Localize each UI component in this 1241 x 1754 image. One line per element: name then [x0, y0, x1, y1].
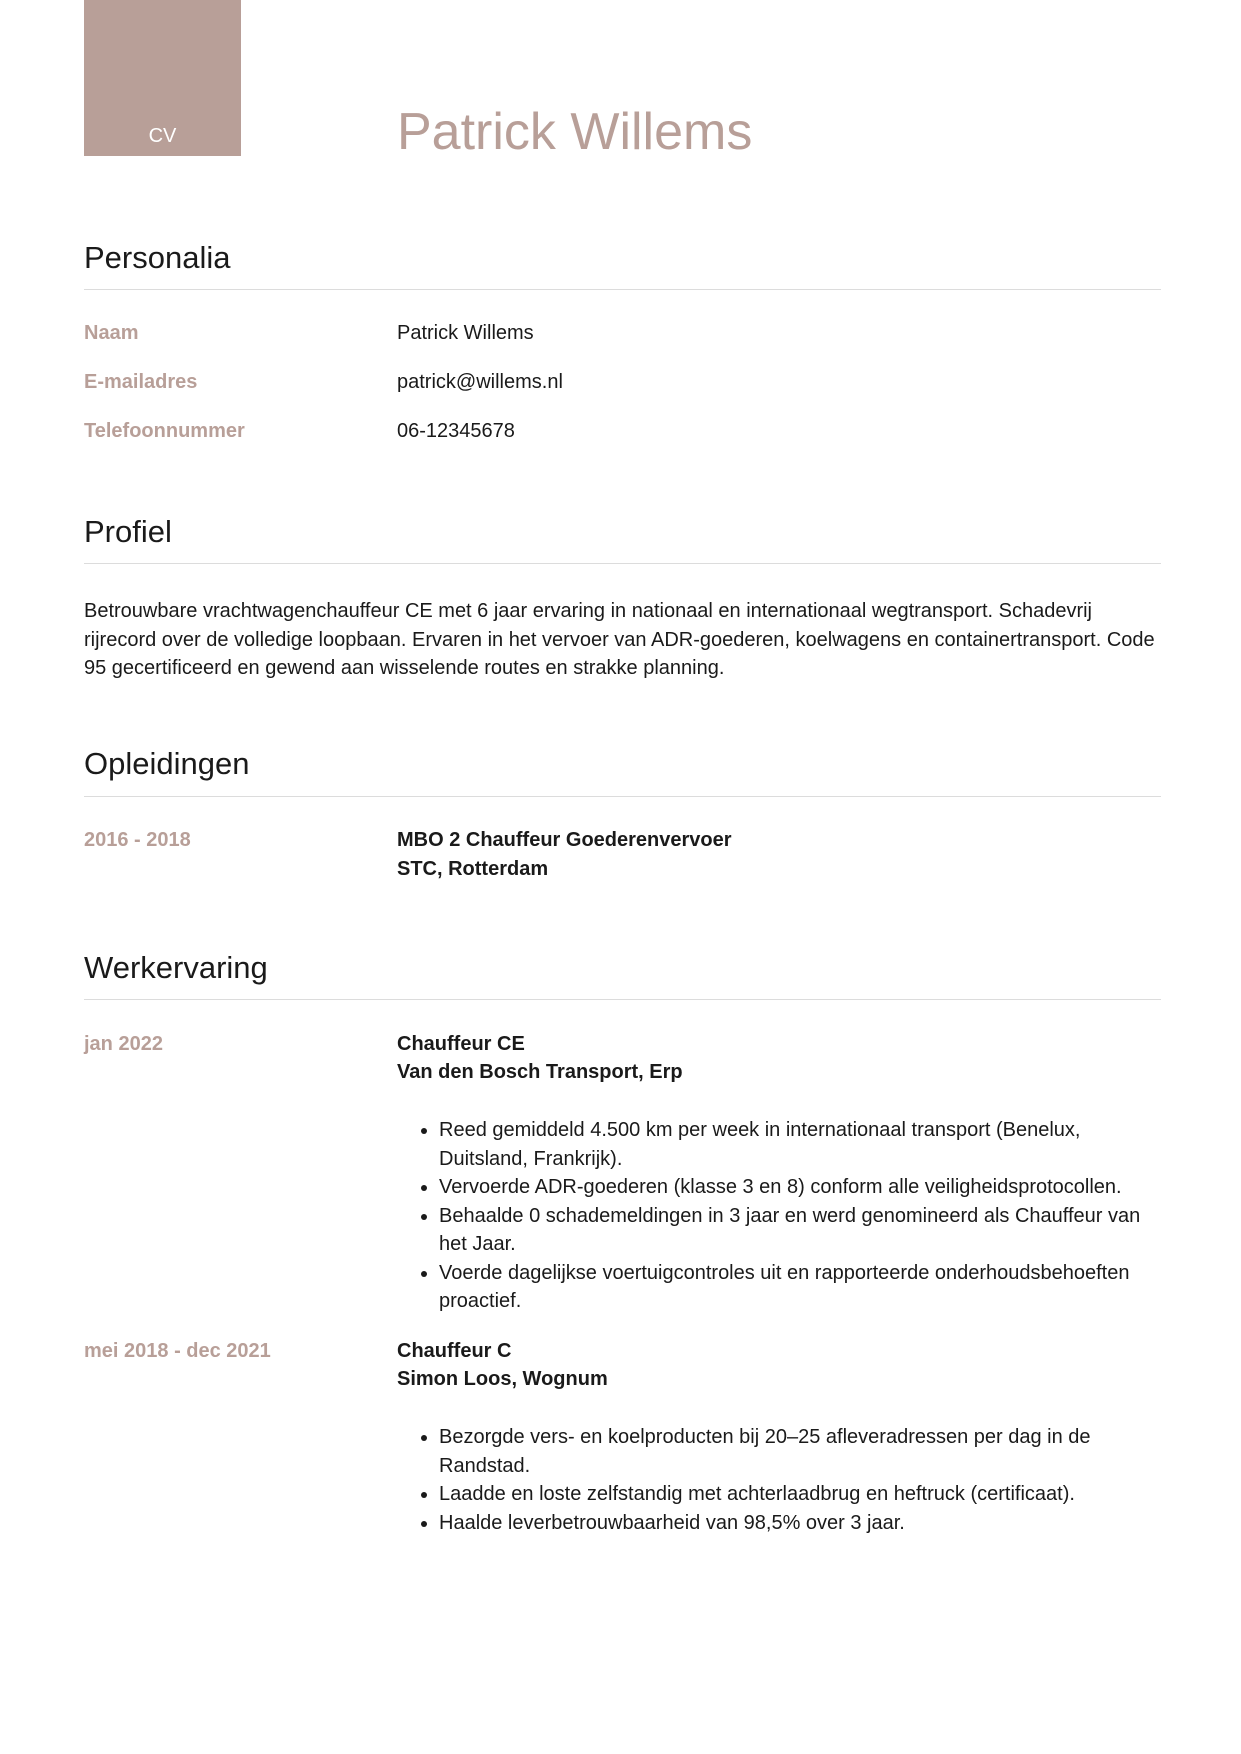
section-title-werkervaring: Werkervaring — [84, 950, 268, 985]
education-degree: MBO 2 Chauffeur Goederenvervoer — [397, 829, 732, 851]
job-bullet: • Laadde en loste zelfstandig met achterlaadbrug en heftruck (certificaat). — [439, 1480, 1165, 1509]
section-title-personalia: Personalia — [84, 240, 231, 275]
section-divider — [84, 999, 1161, 1000]
job-role: Chauffeur CE — [397, 1033, 525, 1055]
education-period: 2016 - 2018 — [84, 829, 191, 851]
job-company: Van den Bosch Transport, Erp — [397, 1061, 683, 1083]
section-title-profiel: Profiel — [84, 514, 172, 549]
job-bullet-list — [397, 1423, 1165, 1537]
field-label-email: E-mailadres — [84, 371, 198, 393]
section-divider — [84, 563, 1161, 564]
job-bullet-list — [397, 1116, 1165, 1316]
job-bullet: • Voerde dagelijkse voertuigcontroles uit en rapporteerde onderhoudsbehoeften proactief. — [439, 1259, 1165, 1316]
job-company: Simon Loos, Wognum — [397, 1368, 608, 1390]
job-bullet: • Vervoerde ADR-goederen (klasse 3 en 8) conform alle veiligheidsprotocollen. — [439, 1173, 1165, 1202]
field-value-email: patrick@willems.nl — [397, 371, 563, 393]
job-role: Chauffeur C — [397, 1340, 512, 1362]
job-period: mei 2018 - dec 2021 — [84, 1340, 271, 1362]
field-label-naam: Naam — [84, 322, 139, 344]
section-divider — [84, 289, 1161, 290]
job-bullet: • Haalde leverbetrouwbaarheid van 98,5% over 3 jaar. — [439, 1509, 1165, 1538]
candidate-name: Patrick Willems — [397, 103, 753, 161]
field-value-naam: Patrick Willems — [397, 322, 534, 344]
job-bullet: • Reed gemiddeld 4.500 km per week in internationaal transport (Benelux, Duitsland, Frankrijk). — [439, 1116, 1165, 1173]
education-school: STC, Rotterdam — [397, 858, 549, 880]
section-title-opleidingen: Opleidingen — [84, 746, 250, 781]
cv-badge-label: CV — [148, 125, 177, 147]
job-bullet: • Bezorgde vers- en koelproducten bij 20–25 afleveradressen per dag in de Randstad. — [439, 1423, 1165, 1480]
field-value-telefoon: 06-12345678 — [397, 420, 515, 442]
profile-text: Betrouwbare vrachtwagenchauffeur CE met 6 jaar ervaring in nationaal en internationaal wegtransport. Schadevrij rijrecord over de volledige loopbaan. Ervaren in het vervoer van ADR-goederen, koelwagens en containertransport. Code 95 gecertificeerd en gewend aan wisselende routes en strakke planning. — [84, 600, 1155, 679]
field-label-telefoon: Telefoonnummer — [84, 420, 245, 442]
cv-badge — [84, 0, 241, 156]
job-period: jan 2022 — [84, 1033, 163, 1055]
job-bullet: • Behaalde 0 schademeldingen in 3 jaar en werd genomineerd als Chauffeur van het Jaar. — [439, 1202, 1165, 1259]
section-divider — [84, 796, 1161, 797]
